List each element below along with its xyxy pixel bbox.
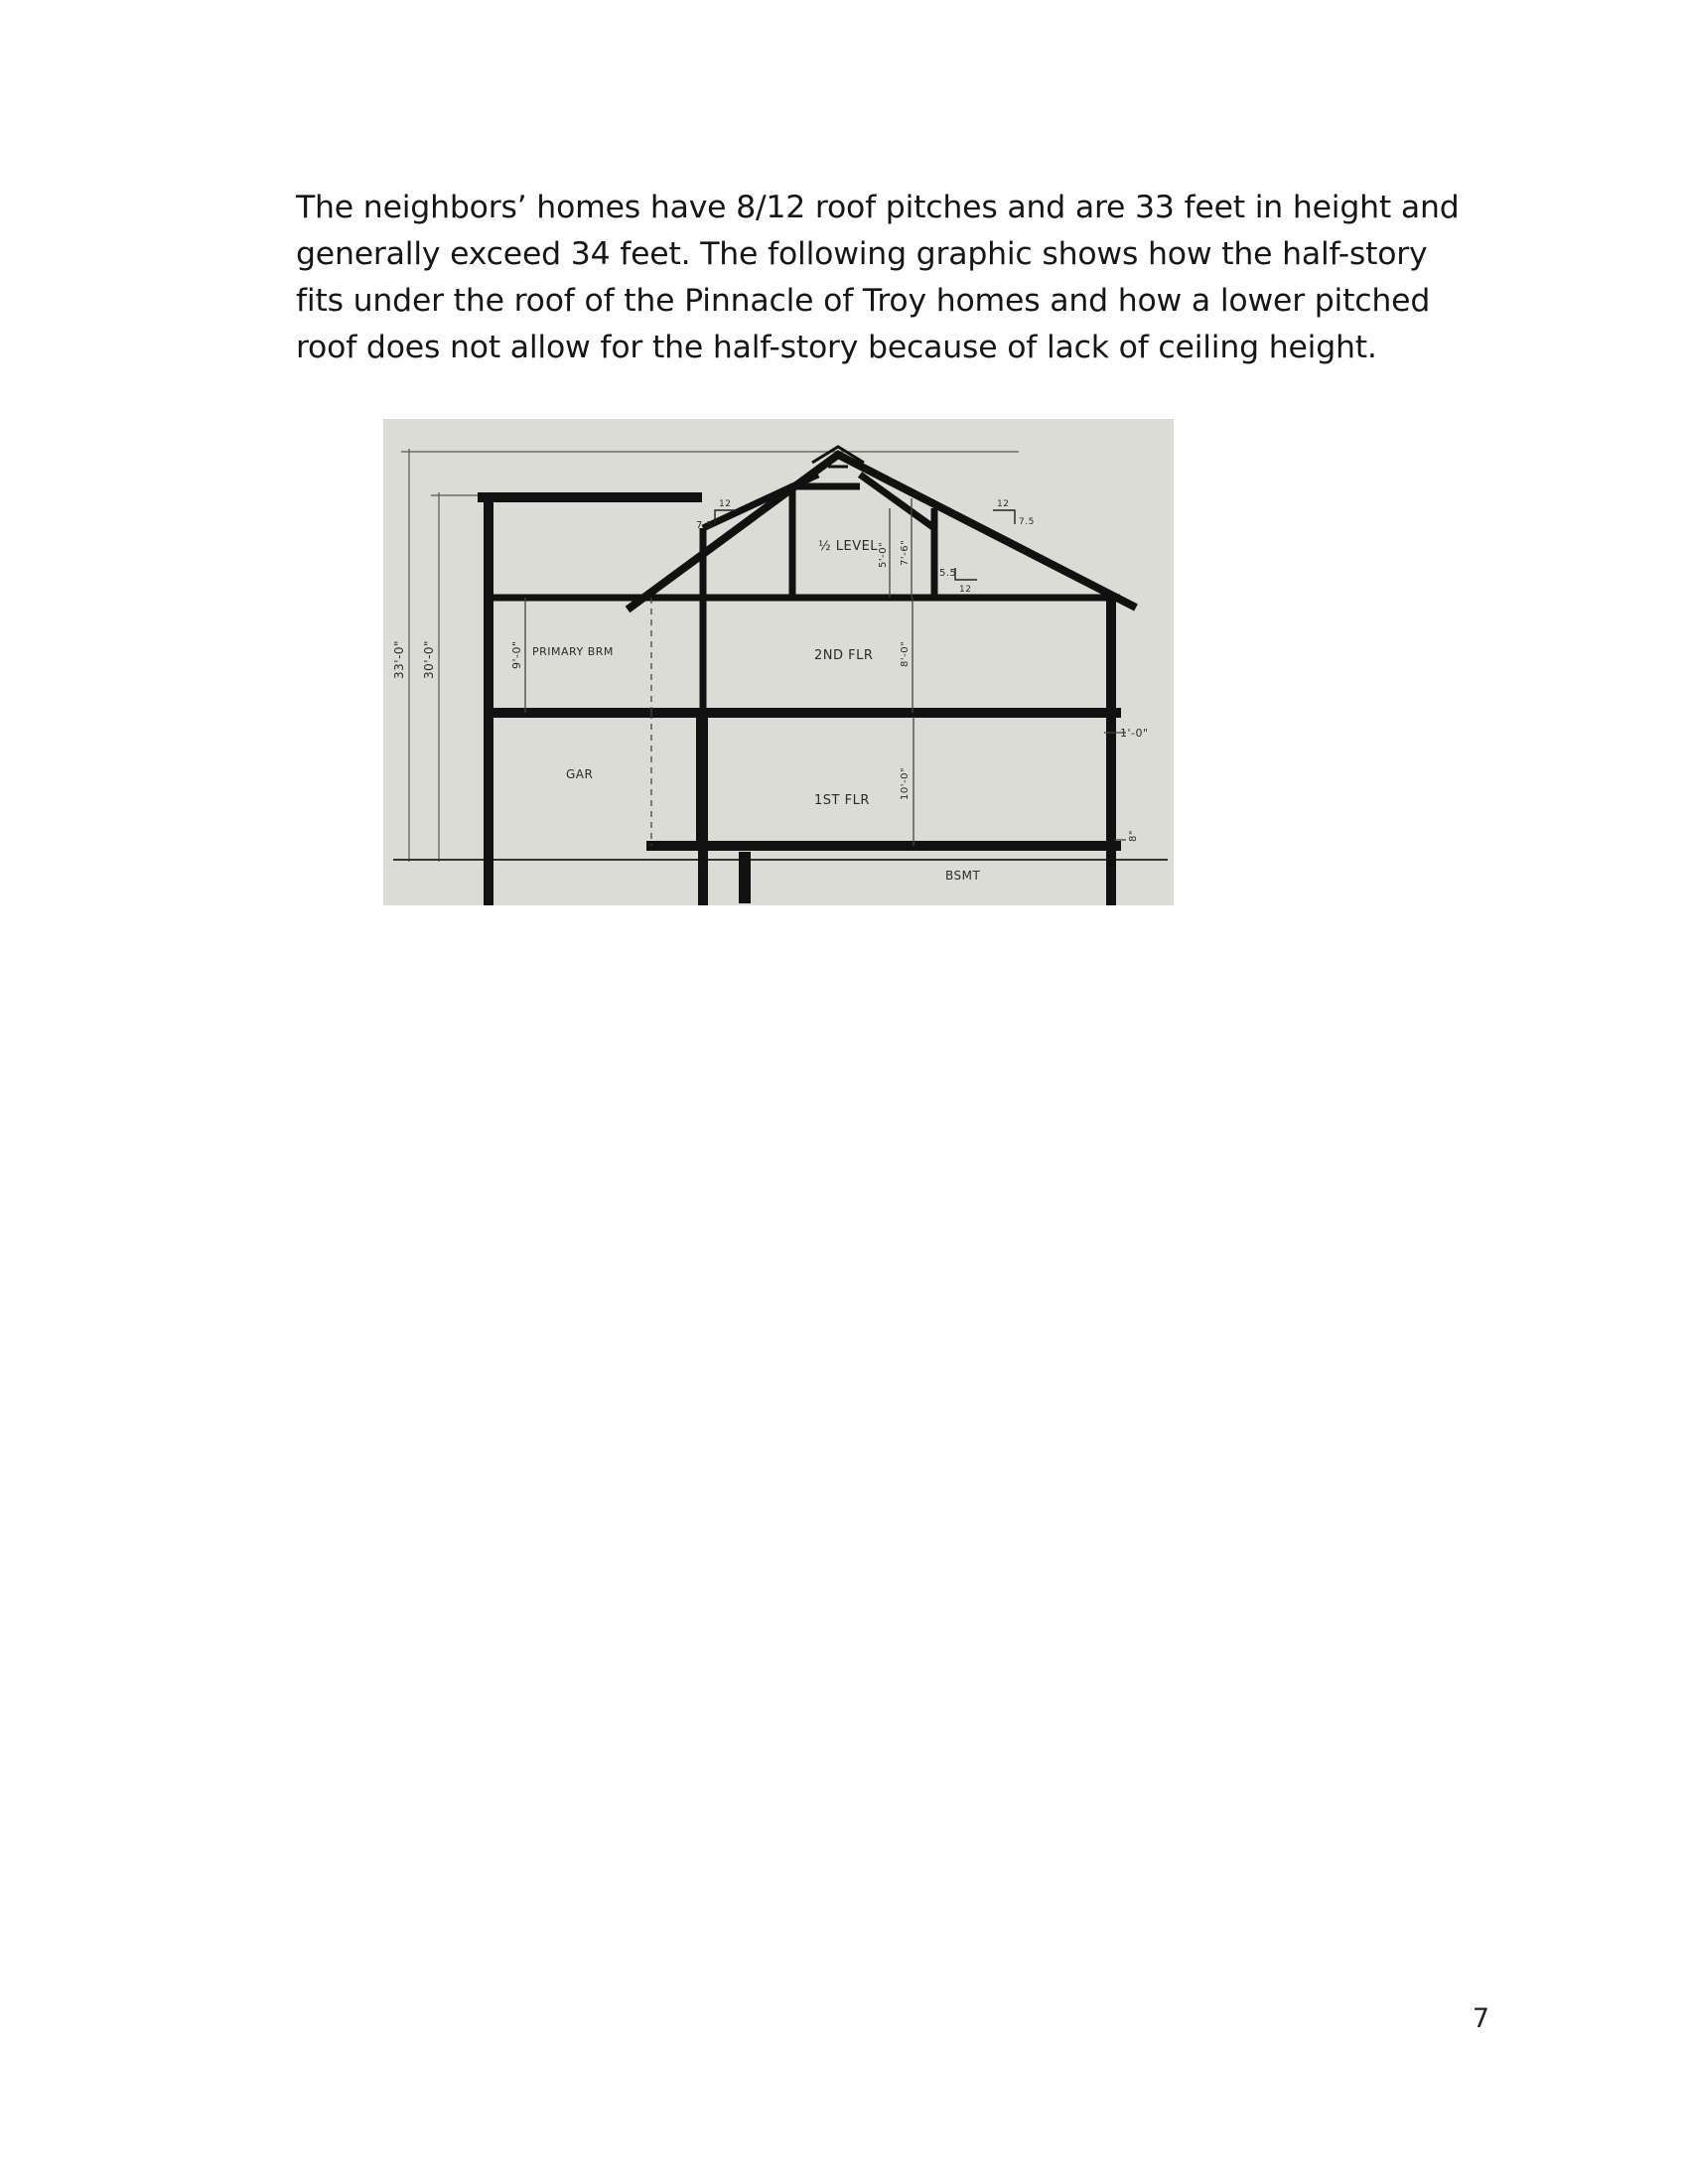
pitch-left-rise-label: 7.5 [696, 520, 714, 531]
pitch-lower-run-label: 12 [959, 585, 972, 595]
second-floor-height-label: 8'-0" [900, 640, 911, 667]
garage-label: GAR [566, 767, 594, 781]
paragraph-line-2: generally exceed 34 feet. The following graphic shows how the half-story [296, 236, 1428, 272]
pitch-left-run-label: 12 [719, 499, 732, 509]
second-floor-label: 2ND FLR [814, 648, 874, 663]
grade-dim-right-label: 8" [1128, 830, 1139, 842]
floor-to-floor-right-label: 1'-0" [1120, 727, 1149, 740]
primary-room-label: PRIMARY BRM [532, 645, 614, 658]
overall-height-inner-label: 30'-0" [422, 639, 436, 679]
basement-label: BSMT [945, 869, 981, 883]
primary-room-height-label: 9'-0" [510, 640, 523, 669]
first-floor-height-label: 10'-0" [900, 766, 911, 800]
overall-height-outer-label: 33'-0" [392, 639, 406, 679]
paragraph-line-3: fits under the roof of the Pinnacle of Troy homes and how a lower pitched [296, 283, 1431, 319]
house-section-drawing [383, 419, 1174, 905]
section-drawing-svg [383, 419, 1174, 905]
first-floor-label: 1ST FLR [814, 793, 870, 808]
paragraph-line-4: roof does not allow for the half-story because of lack of ceiling height. [296, 330, 1377, 365]
pitch-right-run-label: 12 [997, 499, 1010, 509]
half-level-height-b-label: 5'-0" [878, 541, 889, 568]
half-level-height-a-label: 7'-6" [900, 539, 911, 566]
body-paragraph [296, 185, 1468, 371]
pitch-right-rise-label: 7.5 [1019, 517, 1035, 527]
paragraph-line-1: The neighbors’ homes have 8/12 roof pitches and are 33 feet in height and [296, 190, 1460, 225]
pitch-lower-rise-label: 5.5 [939, 568, 957, 579]
page-number: 7 [1472, 2003, 1489, 2034]
half-level-label: ½ LEVEL [818, 539, 879, 554]
